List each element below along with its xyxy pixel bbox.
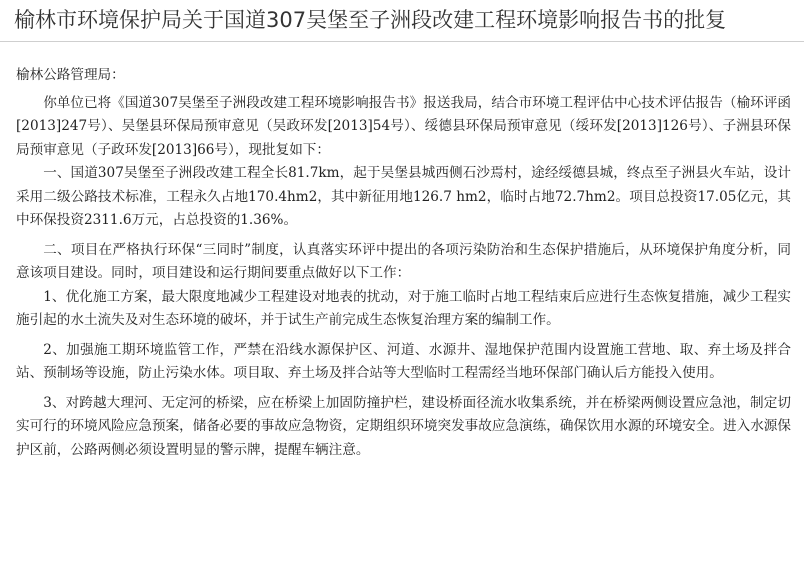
title-divider — [0, 41, 804, 42]
paragraph-item-2: 2、加强施工期环境监管工作，严禁在沿线水源保护区、河道、水源井、湿地保护范围内设置施工营地、取、弃土场及拌合站、预制场等设施，防止污染水体。项目取、弃土场及拌合站等大型临时工程需经当地环保部门确认后方能投入使用。 — [16, 341, 791, 381]
paragraph-section-1: 一、国道307吴堡至子洲段改建工程全长81.7km，起于吴堡县城西侧石沙焉村，途经绥德县城，终点至子洲县火车站，设计采用二级公路技术标准，工程永久占地170.4hm2，其中新征用地126.7 hm2，临时占地72.7hm2。项目总投资17.05亿元，其中环保投资2311.6万元，占总投资的1.36%。 — [16, 165, 791, 228]
paragraph-section-2: 二、项目在严格执行环保“三同时”制度，认真落实环评中提出的各项污染防治和生态保护措施后，从环境保护角度分析，同意该项目建设。同时，项目建设和运行期间要重点做好以下工作： — [16, 241, 791, 281]
paragraph-item-3: 3、对跨越大理河、无定河的桥梁，应在桥梁上加固防撞护栏，建设桥面径流水收集系统，并在桥梁两侧设置应急池，制定切实可行的环境风险应急预案，储备必要的事故应急物资，定期组织环境突发事故应急演练，确保饮用水源的环境安全。进入水源保护区前，公路两侧必须设置明显的警示牌，提醒车辆注意。 — [16, 394, 791, 458]
paragraph-intro: 你单位已将《国道307吴堡至子洲段改建工程环境影响报告书》报送我局，结合市环境工程评估中心技术评估报告（榆环评函[2013]247号）、吴堡县环保局预审意见（吴政环发[2013]54号）、绥德县环保局预审意见（绥环发[2013]126号）、子洲县环保局预审意见（子政环发[2013]66号），现批复如下： — [16, 94, 791, 158]
paragraph-item-1: 1、优化施工方案，最大限度地减少工程建设对地表的扰动，对于施工临时占地工程结束后应进行生态恢复措施，减少工程实施引起的水土流失及对生态环境的破坏，并于试生产前完成生态恢复治理方案的编制工作。 — [16, 288, 791, 328]
addressee: 榆林公路管理局： — [16, 67, 125, 83]
document-body — [16, 64, 791, 462]
document-title: 榆林市环境保护局关于国道307吴堡至子洲段改建工程环境影响报告书的批复 — [14, 8, 727, 32]
